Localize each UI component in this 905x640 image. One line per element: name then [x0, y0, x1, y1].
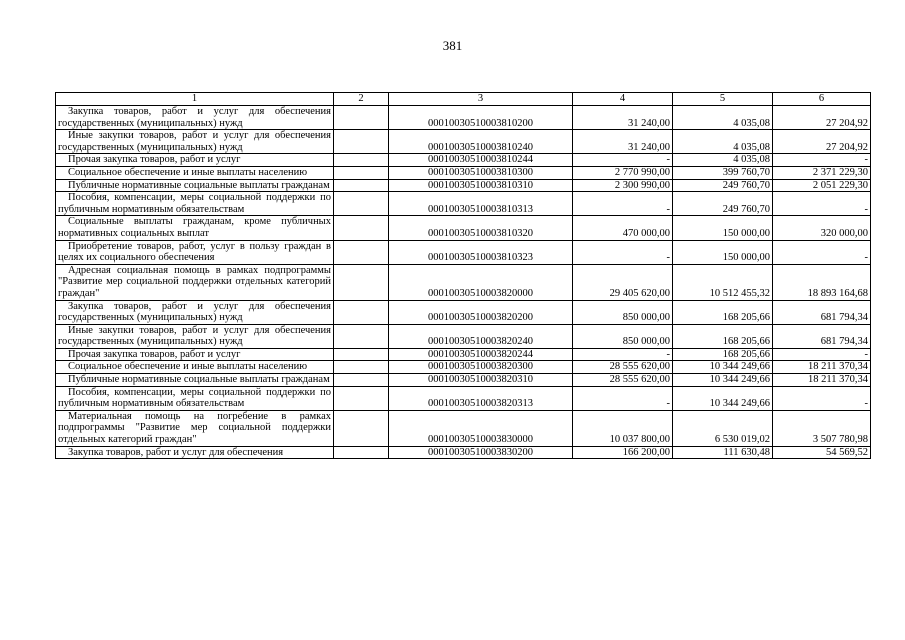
row-col2-cell [334, 300, 389, 324]
table-row [56, 374, 871, 387]
column-header-2: 2 [334, 93, 389, 106]
column-header-5: 5 [673, 93, 773, 106]
row-col2-cell [334, 192, 389, 216]
row-value-6-cell: 18 211 370,34 [773, 374, 871, 387]
row-code-cell: 00010030510003830200 [389, 446, 573, 459]
row-code-cell: 00010030510003810240 [389, 130, 573, 154]
row-value-5-cell: 249 760,70 [673, 192, 773, 216]
row-name-cell: Иные закупки товаров, работ и услуг для обеспечения государственных (муниципальных) нужд [56, 130, 334, 154]
row-value-5-cell: 168 205,66 [673, 300, 773, 324]
row-code-cell: 00010030510003810320 [389, 216, 573, 240]
table-row [56, 216, 871, 240]
row-value-6-cell: 3 507 780,98 [773, 410, 871, 446]
row-value-4-cell: 31 240,00 [573, 106, 673, 130]
row-code-cell: 00010030510003820300 [389, 361, 573, 374]
row-value-6-cell: - [773, 386, 871, 410]
row-name-cell: Закупка товаров, работ и услуг для обеспечения [56, 446, 334, 459]
row-value-6-cell: 320 000,00 [773, 216, 871, 240]
row-name-cell: Социальное обеспечение и иные выплаты населению [56, 166, 334, 179]
row-col2-cell [334, 410, 389, 446]
row-value-4-cell: - [573, 348, 673, 361]
row-value-4-cell: 850 000,00 [573, 324, 673, 348]
row-value-6-cell: 54 569,52 [773, 446, 871, 459]
row-value-4-cell: - [573, 154, 673, 167]
row-code-cell: 00010030510003820244 [389, 348, 573, 361]
page-number: 381 [442, 38, 463, 53]
row-value-4-cell: 850 000,00 [573, 300, 673, 324]
table-row [56, 348, 871, 361]
row-value-5-cell: 168 205,66 [673, 348, 773, 361]
row-col2-cell [334, 240, 389, 264]
row-code-cell: 00010030510003820240 [389, 324, 573, 348]
row-value-5-cell: 4 035,08 [673, 154, 773, 167]
row-name-cell: Закупка товаров, работ и услуг для обеспечения государственных (муниципальных) нужд [56, 106, 334, 130]
table-row [56, 240, 871, 264]
table-row [56, 130, 871, 154]
row-name-cell: Приобретение товаров, работ, услуг в пользу граждан в целях их социального обеспечения [56, 240, 334, 264]
table-header-row [56, 93, 871, 106]
row-value-5-cell: 249 760,70 [673, 179, 773, 192]
row-value-4-cell: 2 770 990,00 [573, 166, 673, 179]
row-col2-cell [334, 446, 389, 459]
row-value-5-cell: 10 512 455,32 [673, 264, 773, 300]
row-value-6-cell: 2 371 229,30 [773, 166, 871, 179]
row-name-cell: Материальная помощь на погребение в рамках подпрограммы "Развитие мер социальной поддержки отдельных категорий граждан" [56, 410, 334, 446]
row-code-cell: 00010030510003810300 [389, 166, 573, 179]
row-value-6-cell: - [773, 192, 871, 216]
table-row [56, 264, 871, 300]
row-col2-cell [334, 324, 389, 348]
row-value-4-cell: 166 200,00 [573, 446, 673, 459]
column-header-4: 4 [573, 93, 673, 106]
row-col2-cell [334, 154, 389, 167]
row-value-5-cell: 4 035,08 [673, 106, 773, 130]
row-value-6-cell: 681 794,34 [773, 324, 871, 348]
row-value-4-cell: 10 037 800,00 [573, 410, 673, 446]
row-col2-cell [334, 130, 389, 154]
table-row [56, 300, 871, 324]
row-value-4-cell: - [573, 192, 673, 216]
row-code-cell: 00010030510003810323 [389, 240, 573, 264]
table-row [56, 154, 871, 167]
row-code-cell: 00010030510003810200 [389, 106, 573, 130]
row-name-cell: Прочая закупка товаров, работ и услуг [56, 154, 334, 167]
row-value-5-cell: 6 530 019,02 [673, 410, 773, 446]
row-col2-cell [334, 361, 389, 374]
row-code-cell: 00010030510003830000 [389, 410, 573, 446]
table-row [56, 361, 871, 374]
row-value-6-cell: 27 204,92 [773, 106, 871, 130]
row-col2-cell [334, 264, 389, 300]
row-col2-cell [334, 386, 389, 410]
row-value-6-cell: 18 211 370,34 [773, 361, 871, 374]
row-name-cell: Адресная социальная помощь в рамках подпрограммы "Развитие мер социальной поддержки отдельных категорий граждан" [56, 264, 334, 300]
row-name-cell: Публичные нормативные социальные выплаты гражданам [56, 374, 334, 387]
column-header-3: 3 [389, 93, 573, 106]
row-name-cell: Пособия, компенсации, меры социальной поддержки по публичным нормативным обязательствам [56, 192, 334, 216]
row-value-6-cell: 2 051 229,30 [773, 179, 871, 192]
row-code-cell: 00010030510003820310 [389, 374, 573, 387]
row-value-5-cell: 399 760,70 [673, 166, 773, 179]
row-name-cell: Иные закупки товаров, работ и услуг для обеспечения государственных (муниципальных) нужд [56, 324, 334, 348]
row-value-6-cell: 27 204,92 [773, 130, 871, 154]
row-name-cell: Публичные нормативные социальные выплаты гражданам [56, 179, 334, 192]
column-header-1: 1 [56, 93, 334, 106]
row-value-5-cell: 10 344 249,66 [673, 374, 773, 387]
row-code-cell: 00010030510003810244 [389, 154, 573, 167]
row-col2-cell [334, 374, 389, 387]
row-value-5-cell: 111 630,48 [673, 446, 773, 459]
row-value-6-cell: - [773, 348, 871, 361]
table-row [56, 192, 871, 216]
row-value-5-cell: 168 205,66 [673, 324, 773, 348]
row-value-4-cell: 2 300 990,00 [573, 179, 673, 192]
row-code-cell: 00010030510003810313 [389, 192, 573, 216]
row-value-5-cell: 10 344 249,66 [673, 386, 773, 410]
row-col2-cell [334, 179, 389, 192]
row-value-4-cell: 29 405 620,00 [573, 264, 673, 300]
table-row [56, 324, 871, 348]
row-col2-cell [334, 348, 389, 361]
row-value-5-cell: 150 000,00 [673, 240, 773, 264]
table-row [56, 410, 871, 446]
row-value-6-cell: 681 794,34 [773, 300, 871, 324]
row-value-6-cell: - [773, 240, 871, 264]
row-name-cell: Пособия, компенсации, меры социальной поддержки по публичным нормативным обязательствам [56, 386, 334, 410]
row-col2-cell [334, 166, 389, 179]
row-name-cell: Прочая закупка товаров, работ и услуг [56, 348, 334, 361]
row-name-cell: Социальное обеспечение и иные выплаты населению [56, 361, 334, 374]
row-code-cell: 00010030510003810310 [389, 179, 573, 192]
row-col2-cell [334, 106, 389, 130]
row-code-cell: 00010030510003820200 [389, 300, 573, 324]
row-value-6-cell: - [773, 154, 871, 167]
table-row [56, 106, 871, 130]
column-header-6: 6 [773, 93, 871, 106]
row-value-4-cell: 470 000,00 [573, 216, 673, 240]
row-value-4-cell: 28 555 620,00 [573, 374, 673, 387]
row-name-cell: Социальные выплаты гражданам, кроме публичных нормативных социальных выплат [56, 216, 334, 240]
row-value-5-cell: 4 035,08 [673, 130, 773, 154]
row-code-cell: 00010030510003820000 [389, 264, 573, 300]
row-value-6-cell: 18 893 164,68 [773, 264, 871, 300]
row-value-5-cell: 10 344 249,66 [673, 361, 773, 374]
table-row [56, 179, 871, 192]
row-code-cell: 00010030510003820313 [389, 386, 573, 410]
table-row [56, 166, 871, 179]
row-col2-cell [334, 216, 389, 240]
row-value-4-cell: - [573, 386, 673, 410]
row-value-4-cell: - [573, 240, 673, 264]
budget-table-body [56, 93, 871, 459]
row-value-4-cell: 28 555 620,00 [573, 361, 673, 374]
row-value-4-cell: 31 240,00 [573, 130, 673, 154]
row-value-5-cell: 150 000,00 [673, 216, 773, 240]
table-row [56, 446, 871, 459]
row-name-cell: Закупка товаров, работ и услуг для обеспечения государственных (муниципальных) нужд [56, 300, 334, 324]
table-row [56, 386, 871, 410]
budget-table [55, 92, 871, 459]
